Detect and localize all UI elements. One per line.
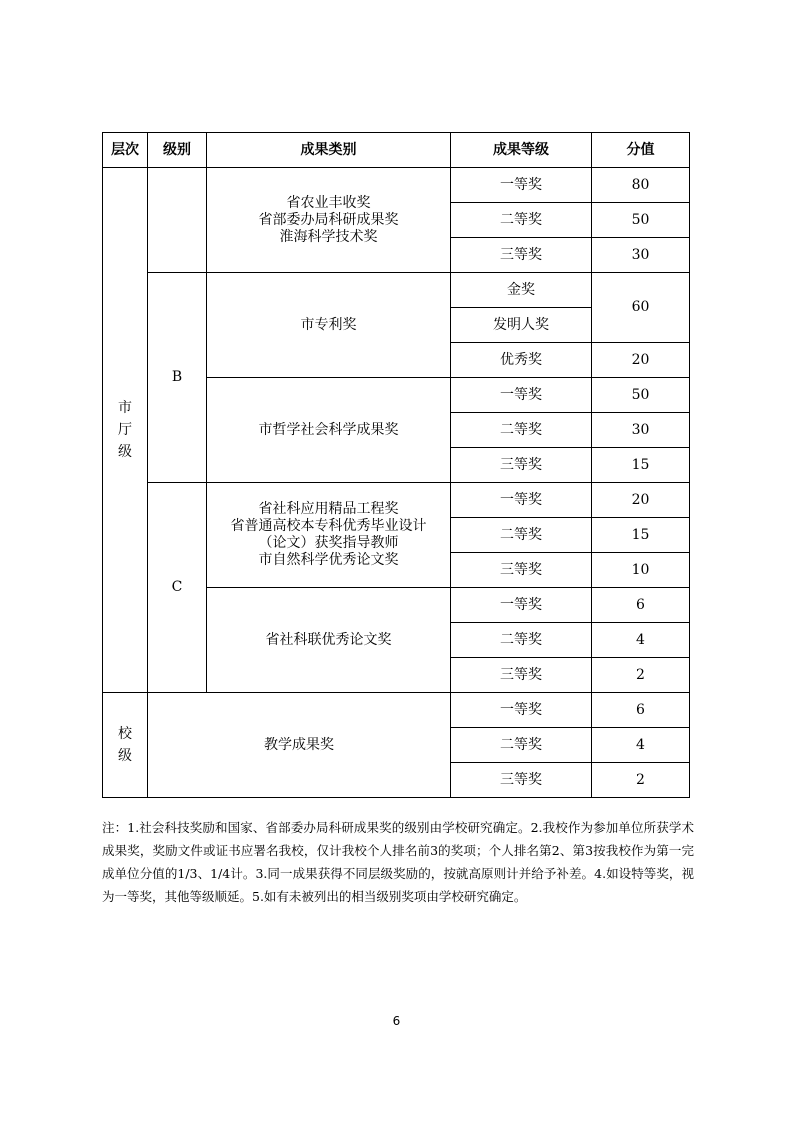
score-cell: 4 [592, 728, 690, 763]
header-grade: 成果等级 [451, 133, 592, 168]
grade-cell: 一等奖 [451, 588, 592, 623]
grade-cell: 一等奖 [451, 693, 592, 728]
grade-cell: 优秀奖 [451, 343, 592, 378]
score-cell: 50 [592, 203, 690, 238]
category-federation-paper: 省社科联优秀论文奖 [207, 588, 451, 693]
table-footnote: 注：1.社会科技奖励和国家、省部委办局科研成果奖的级别由学校研究确定。2.我校作为参加单位所获学术成果奖，奖励文件或证书应署名我校，仅计我校个人排名前3的奖项；个人排名第2、第3按我校作为第一完成单位分值的1/3、1/4计。3.同一成果获得不同层级奖励的，按就高原则计并给予补差。4.如设特等奖，视为一等奖，其他等级顺延。5.如有未被列出的相当级别奖项由学校研究确定。 [102, 819, 694, 904]
score-cell: 60 [592, 273, 690, 343]
grade-cell: 三等奖 [451, 553, 592, 588]
grade-cell: 一等奖 [451, 378, 592, 413]
score-cell: 20 [592, 483, 690, 518]
grade-cell: 发明人奖 [451, 308, 592, 343]
header-level: 级别 [148, 133, 207, 168]
table-row [103, 483, 690, 518]
grade-cell: 二等奖 [451, 518, 592, 553]
header-score: 分值 [592, 133, 690, 168]
tier-school: 校 级 [103, 693, 148, 798]
level-blank [148, 168, 207, 273]
grade-cell: 三等奖 [451, 448, 592, 483]
header-tier: 层次 [103, 133, 148, 168]
tier-city: 市 厅 级 [103, 168, 148, 693]
page-number: 6 [392, 1014, 401, 1028]
table-row [103, 693, 690, 728]
grade-cell: 二等奖 [451, 413, 592, 448]
level-c: C [148, 483, 207, 693]
grade-cell: 一等奖 [451, 168, 592, 203]
score-cell: 2 [592, 658, 690, 693]
header-category: 成果类别 [207, 133, 451, 168]
score-cell: 4 [592, 623, 690, 658]
grade-cell: 三等奖 [451, 238, 592, 273]
score-cell: 10 [592, 553, 690, 588]
score-cell: 30 [592, 413, 690, 448]
score-cell: 6 [592, 693, 690, 728]
table-header-row [103, 133, 690, 168]
score-cell: 30 [592, 238, 690, 273]
category-provincial-sci-tech: 省农业丰收奖 省部委办局科研成果奖 淮海科学技术奖 [207, 168, 451, 273]
score-cell: 50 [592, 378, 690, 413]
score-cell: 20 [592, 343, 690, 378]
score-cell: 80 [592, 168, 690, 203]
award-score-table [102, 132, 690, 798]
category-provincial-social-science: 省社科应用精品工程奖 省普通高校本专科优秀毕业设计 （论文）获奖指导教师 市自然科学优秀论文奖 [207, 483, 451, 588]
table-row [103, 168, 690, 203]
grade-cell: 二等奖 [451, 728, 592, 763]
table-row [103, 273, 690, 308]
category-teaching-achievement: 教学成果奖 [148, 693, 451, 798]
grade-cell: 三等奖 [451, 763, 592, 798]
score-cell: 6 [592, 588, 690, 623]
grade-cell: 二等奖 [451, 203, 592, 238]
category-city-philosophy: 市哲学社会科学成果奖 [207, 378, 451, 483]
score-cell: 15 [592, 448, 690, 483]
grade-cell: 二等奖 [451, 623, 592, 658]
score-cell: 2 [592, 763, 690, 798]
level-b: B [148, 273, 207, 483]
category-city-patent: 市专利奖 [207, 273, 451, 378]
grade-cell: 一等奖 [451, 483, 592, 518]
score-cell: 15 [592, 518, 690, 553]
grade-cell: 金奖 [451, 273, 592, 308]
grade-cell: 三等奖 [451, 658, 592, 693]
